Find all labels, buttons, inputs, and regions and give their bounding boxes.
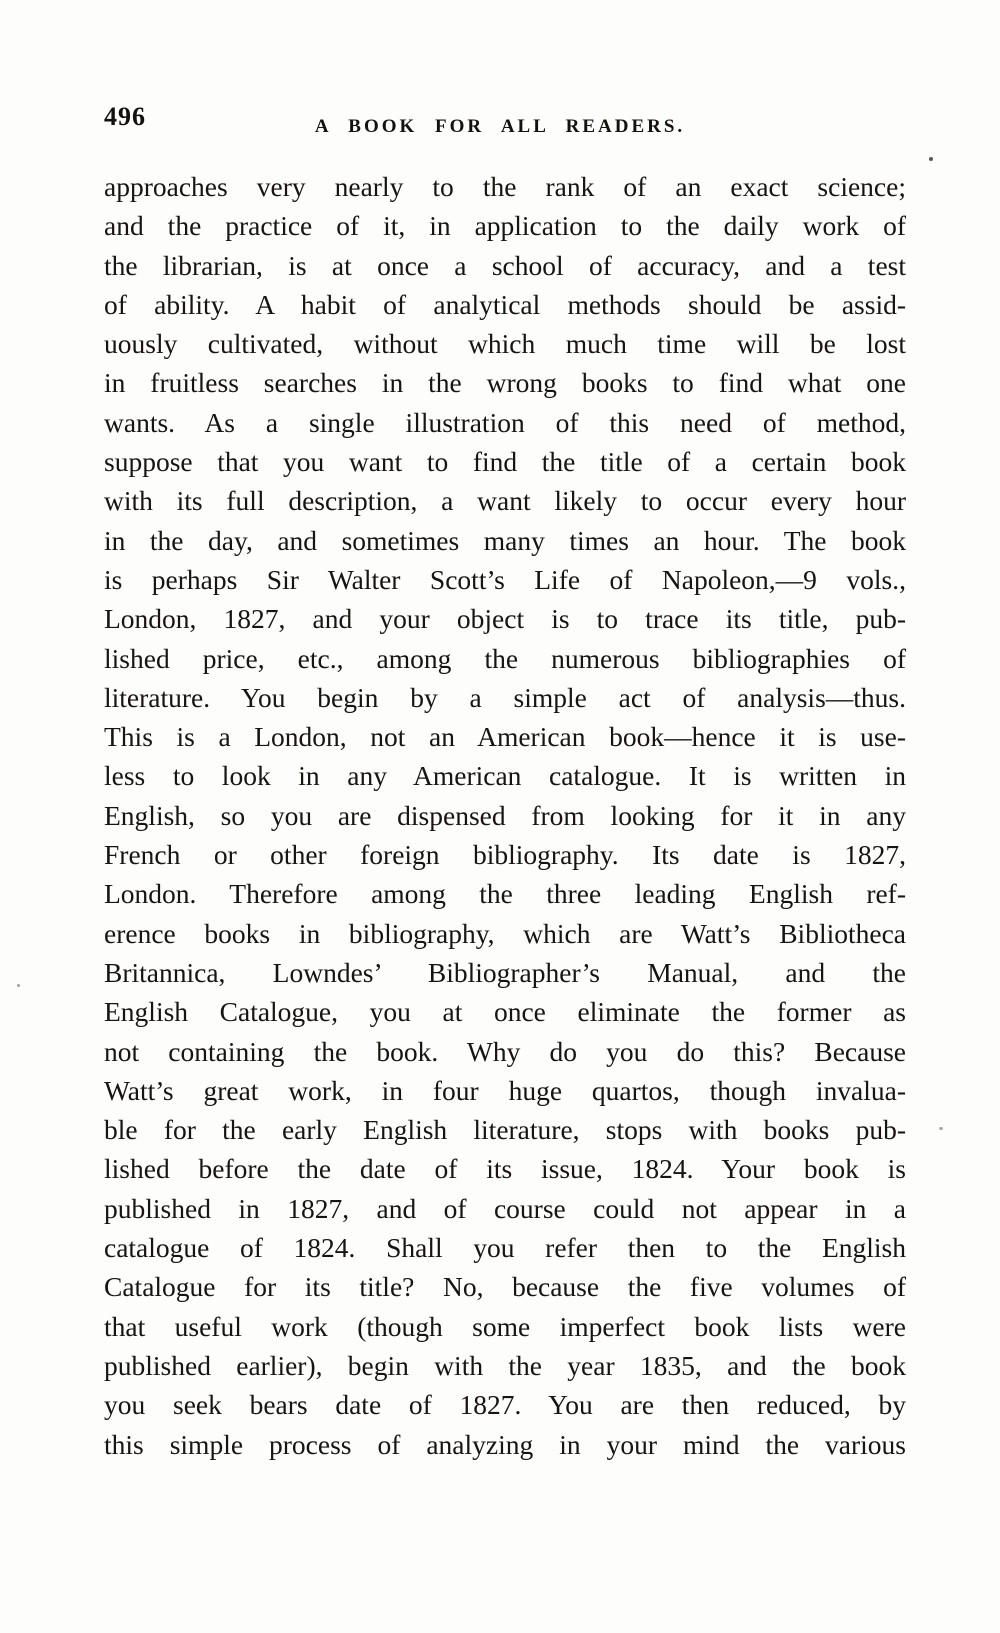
text-line: the librarian, is at once a school of accuracy, and a test xyxy=(104,249,906,281)
text-line: Catalogue for its title? No, because the five volumes of xyxy=(104,1271,906,1303)
text-line: ble for the early English literature, stops with books pub- xyxy=(104,1114,906,1146)
text-line: London. Therefore among the three leading English ref- xyxy=(104,878,906,910)
text-line: English Catalogue, you at once eliminate the former as xyxy=(104,996,906,1028)
text-line: is perhaps Sir Walter Scott’s Life of Napoleon,—9 vols., xyxy=(104,563,906,595)
text-line: in the day, and sometimes many times an hour. The book xyxy=(104,524,906,556)
text-line: in fruitless searches in the wrong books to find what one xyxy=(104,367,906,399)
page-number: 496 xyxy=(104,102,146,131)
page-text xyxy=(104,167,906,1464)
scan-artifact xyxy=(17,984,20,987)
text-line: Watt’s great work, in four huge quartos, though invalua- xyxy=(104,1074,906,1106)
text-line: of ability. A habit of analytical methods should be assid- xyxy=(104,288,906,320)
text-line: this simple process of analyzing in your mind the various xyxy=(104,1428,906,1460)
text-line: published earlier), begin with the year 1835, and the book xyxy=(104,1349,906,1381)
text-line: published in 1827, and of course could not appear in a xyxy=(104,1192,906,1224)
text-line: erence books in bibliography, which are Watt’s Bibliotheca xyxy=(104,917,906,949)
text-line: suppose that you want to find the title of a certain book xyxy=(104,446,906,478)
text-line: lished price, etc., among the numerous bibliographies of xyxy=(104,642,906,674)
text-line: and the practice of it, in application to the daily work of xyxy=(104,210,906,242)
text-line: not containing the book. Why do you do this? Because xyxy=(104,1035,906,1067)
text-line: Britannica, Lowndes’ Bibliographer’s Manual, and the xyxy=(104,956,906,988)
scan-artifact xyxy=(939,1127,943,1130)
text-line: catalogue of 1824. Shall you refer then to the English xyxy=(104,1232,906,1264)
text-line: you seek bears date of 1827. You are then reduced, by xyxy=(104,1389,906,1421)
text-line: that useful work (though some imperfect book lists were xyxy=(104,1310,906,1342)
text-line: lished before the date of its issue, 1824. Your book is xyxy=(104,1153,906,1185)
text-line: with its full description, a want likely to occur every hour xyxy=(104,485,906,517)
text-line: French or other foreign bibliography. Its date is 1827, xyxy=(104,839,906,871)
scan-artifact xyxy=(929,157,933,161)
text-line: London, 1827, and your object is to trace its title, pub- xyxy=(104,603,906,635)
text-line: English, so you are dispensed from looking for it in any xyxy=(104,799,906,831)
text-line: wants. As a single illustration of this need of method, xyxy=(104,406,906,438)
text-line: approaches very nearly to the rank of an exact science; xyxy=(104,171,906,202)
text-line: less to look in any American catalogue. It is written in xyxy=(104,760,906,792)
text-line: This is a London, not an American book—hence it is use- xyxy=(104,721,906,753)
running-header: A BOOK FOR ALL READERS. xyxy=(314,116,686,137)
text-line: uously cultivated, without which much time will be lost xyxy=(104,328,906,360)
text-line: literature. You begin by a simple act of analysis—thus. xyxy=(104,681,906,713)
